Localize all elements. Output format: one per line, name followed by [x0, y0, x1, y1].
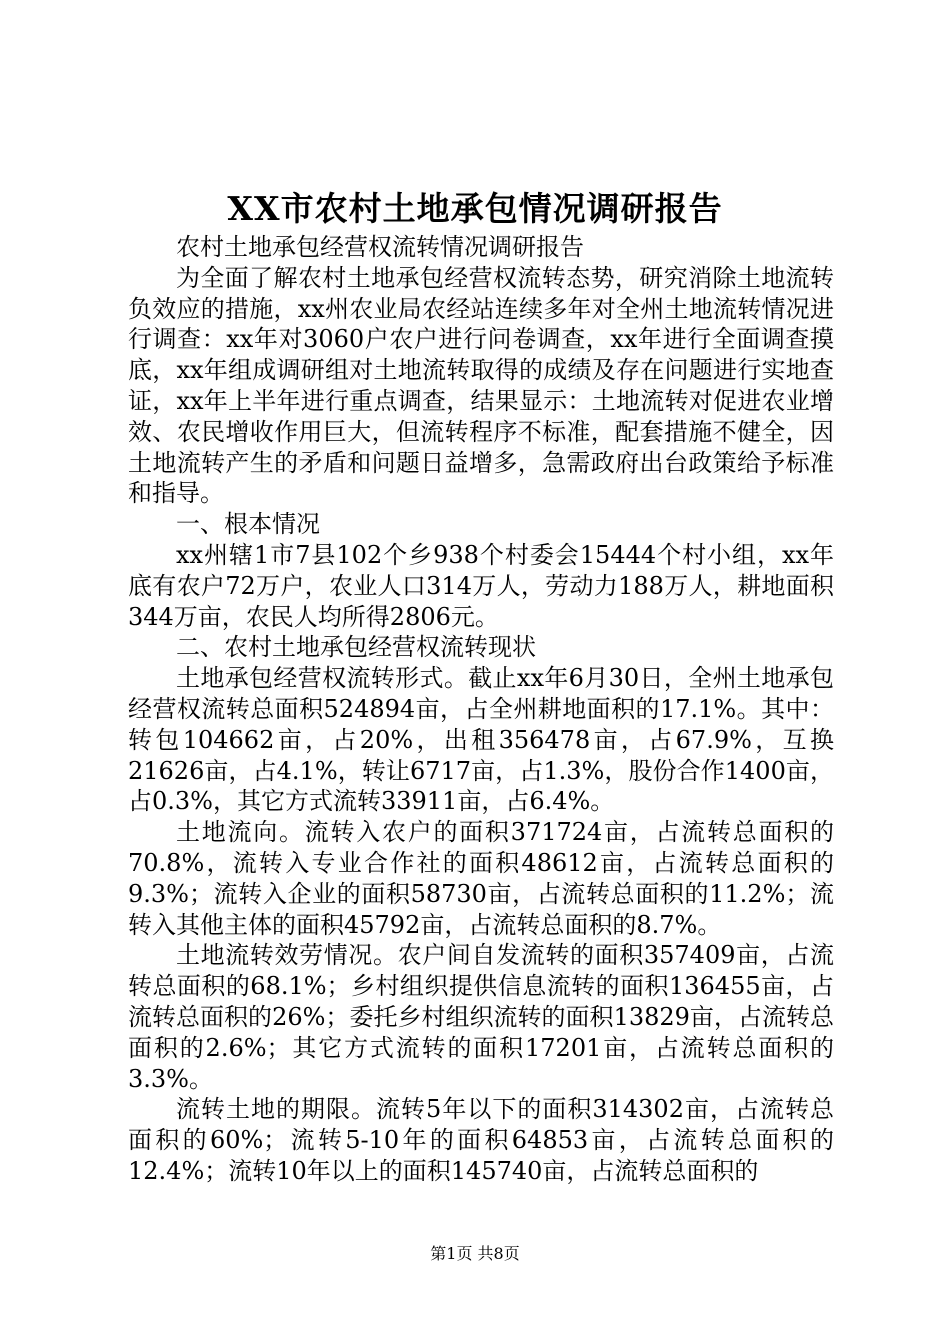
paragraph: 流转土地的期限。流转5年以下的面积314302亩，占流转总面积的60%；流转5-10年的面积64853亩，占流转总面积的12.4%；流转10年以上的面积145740亩，占流转总面积的 — [128, 1095, 834, 1185]
paragraph: 土地流向。流转入农户的面积371724亩，占流转总面积的70.8%，流转入专业合作社的面积48612亩，占流转总面积的9.3%；流转入企业的面积58730亩，占流转总面积的11.2%；流转入其他主体的面积45792亩，占流转总面积的8.7%。 — [128, 818, 834, 939]
paragraph: 土地承包经营权流转形式。截止xx年6月30日，全州土地承包经营权流转总面积524894亩，占全州耕地面积的17.1%。其中：转包104662亩，占20%，出租356478亩，占67.9%，互换21626亩，占4.1%，转让6717亩，占1.3%，股份合作1400亩，占0.3%，其它方式流转33911亩，占6.4%。 — [128, 664, 834, 816]
paragraph: 农村土地承包经营权流转情况调研报告 — [176, 233, 584, 261]
paragraph: 土地流转效劳情况。农户间自发流转的面积357409亩，占流转总面积的68.1%；乡村组织提供信息流转的面积136455亩，占流转总面积的26%；委托乡村组织流转的面积13829亩，占流转总面积的2.6%；其它方式流转的面积17201亩，占流转总面积的3.3%。 — [128, 941, 834, 1093]
document-body — [128, 232, 834, 1187]
document-title: XX市农村土地承包情况调研报告 — [227, 189, 723, 228]
section-heading: 一、根本情况 — [176, 510, 320, 539]
page-footer: 第1页 共8页 — [430, 1244, 520, 1263]
section-heading: 二、农村土地承包经营权流转现状 — [176, 633, 536, 662]
paragraph: xx州辖1市7县102个乡938个村委会15444个村小组，xx年底有农户72万户，农业人口314万人，劳动力188万人，耕地面积344万亩，农民人均所得2806元。 — [128, 540, 834, 631]
paragraph: 为全面了解农村土地承包经营权流转态势，研究消除土地流转负效应的措施，xx州农业局农经站连续多年对全州土地流转情况进行调查：xx年对3060户农户进行问卷调查，xx年进行全面调查摸底，xx年组成调研组对土地流转取得的成绩及存在问题进行实地查证，xx年上半年进行重点调查，结果显示：土地流转对促进农业增效、农民增收作用巨大，但流转程序不标准，配套措施不健全，因土地流转产生的矛盾和问题日益增多，急需政府出台政策给予标准和指导。 — [128, 263, 834, 508]
